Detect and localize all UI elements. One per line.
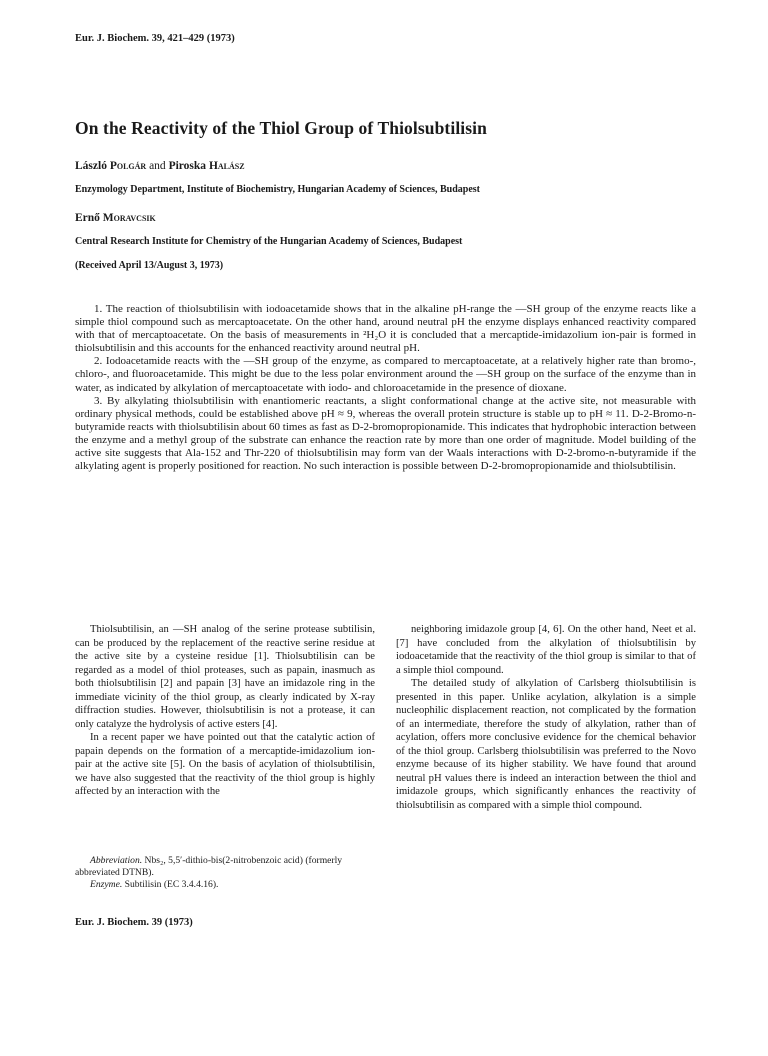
author-line-2 <box>75 212 156 224</box>
footnote-label: Abbreviation. <box>90 855 143 866</box>
author-last-name: Halász <box>208 160 245 172</box>
affiliation-2: Central Research Institute for Chemistry of the Hungarian Academy of Sciences, Budapest <box>75 236 463 247</box>
author-first-name: László <box>75 160 107 172</box>
footnotes <box>75 855 375 891</box>
body-column-left <box>75 623 375 799</box>
author-first-name: Piroska <box>168 160 207 172</box>
author-last-name: Polgár <box>109 160 147 172</box>
footnote-label: Enzyme. <box>90 879 123 890</box>
footnote-text: Subtilisin (EC 3.4.4.16). <box>124 879 219 890</box>
footnote-text: Nbs₂, 5,5′-dithio-bis(2-nitrobenzoic acid) (formerly abbreviated DTNB). <box>75 855 343 878</box>
article-title: On the Reactivity of the Thiol Group of Thiolsubtilisin <box>75 118 487 138</box>
abstract <box>75 303 696 473</box>
journal-citation-header: Eur. J. Biochem. 39, 421–429 (1973) <box>75 33 235 44</box>
footnote-enzyme <box>75 879 375 891</box>
body-paragraph: In a recent paper we have pointed out that the catalytic action of papain depends on the formation of a mercaptide-imidazolium ion-pair at the active site [5]. On the basis of acylation of thiolsubtilisin, we have also suggested that the reactivity of the thiol group is highly affected by an interaction with the <box>75 732 375 797</box>
abstract-paragraph: 1. The reaction of thiolsubtilisin with iodoacetamide shows that in the alkaline pH-range the —SH group of the enzyme reacts like a simple thiol compound such as mercaptoacetate. On the other hand, around neutral pH the enzyme displays enhanced reactivity compared with that of mercaptoacetate. On the basis of measurements in ²H₂O it is concluded that a mercaptide-imidazolium ion-pair is formed in thiolsubtilisin and this accounts for the enhanced reactivity around neutral pH. <box>75 303 696 355</box>
body-paragraph: Thiolsubtilisin, an —SH analog of the serine protease subtilisin, can be produced by the replacement of the reactive serine residue at the active site by a cysteine residue [1]. Thiolsubtilisin can be regarded as a model of thiol proteases, such as papain, inasmuch as both thiolsubtilisin [2] and papain [3] have an imidazole ring in the immediate vicinity of the thiol group, as clearly indicated by X-ray diffraction studies. However, thiolsubtilisin is not a protease, it can only catalyze the hydrolysis of active esters [4]. <box>75 624 375 730</box>
affiliation-1: Enzymology Department, Institute of Biochemistry, Hungarian Academy of Sciences, Budapest <box>75 184 480 195</box>
abstract-paragraph: 3. By alkylating thiolsubtilisin with enantiomeric reactants, a slight conformational change at the active site, not measurable with ordinary physical methods, could be established above pH ≈ 9, whereas the overall protein structure is stable up to pH ≈ 11. D-2-Bromo-n-butyramide reacts with thiolsubtilisin about 60 times as fast as D-2-bromopropionamide. This indicates that hydrophobic interaction between the enzyme and a methyl group of the substrate can enhance the reaction rate by more than one order of magnitude. Model building of the active site suggests that Ala-152 and Thr-220 of thiolsubtilisin may form van der Waals interactions with D-2-bromo-n-butyramide if the alkylating agent is properly positioned for reaction. No such interaction is possible between D-2-bromopropionamide and thiolsubtilisin. <box>75 394 696 473</box>
author-line-1 <box>75 160 245 172</box>
abstract-paragraph: 2. Iodoacetamide reacts with the —SH group of the enzyme, as compared to mercaptoacetate, at a relatively higher rate than bromo-, chloro-, and fluoroacetamide. This might be due to the less polar environment around the —SH group on the surface of the enzyme than in water, as indicated by alkylation of mercaptoacetate with iodo- and chloroacetamide in the presence of dioxane. <box>75 355 696 394</box>
received-date: (Received April 13/August 3, 1973) <box>75 260 224 271</box>
journal-citation-footer: Eur. J. Biochem. 39 (1973) <box>75 917 193 928</box>
author-conjunction: and <box>149 160 166 172</box>
author-first-name: Ernő <box>75 212 100 224</box>
footnote-abbreviation <box>75 855 375 879</box>
author-last-name: Moravcsik <box>102 212 156 224</box>
body-column-right <box>396 623 696 812</box>
body-paragraph: neighboring imidazole group [4, 6]. On the other hand, Neet et al. [7] have concluded from the alkylation of thiolsubtilisin by iodoacetamide that the reactivity of the thiol group is similar to that of a simple thiol compound. <box>396 624 696 676</box>
body-paragraph: The detailed study of alkylation of Carlsberg thiolsubtilisin is presented in this paper. Unlike acylation, alkylation is a simple nucleophilic displacement reaction, not complicated by the formation of an intermediate, therefore the study of alkylation, rather than of acylation, offers more conclusive evidence for the chemical behavior of the thiol group. Carlsberg thiolsubtilisin was preferred to the Novo enzyme because of its higher stability. We have found that around neutral pH values there is indeed an interaction between the thiol and imidazole groups, which significantly enhances the reactivity of thiolsubtilisin as compared with a simple thiol compound. <box>396 678 696 811</box>
